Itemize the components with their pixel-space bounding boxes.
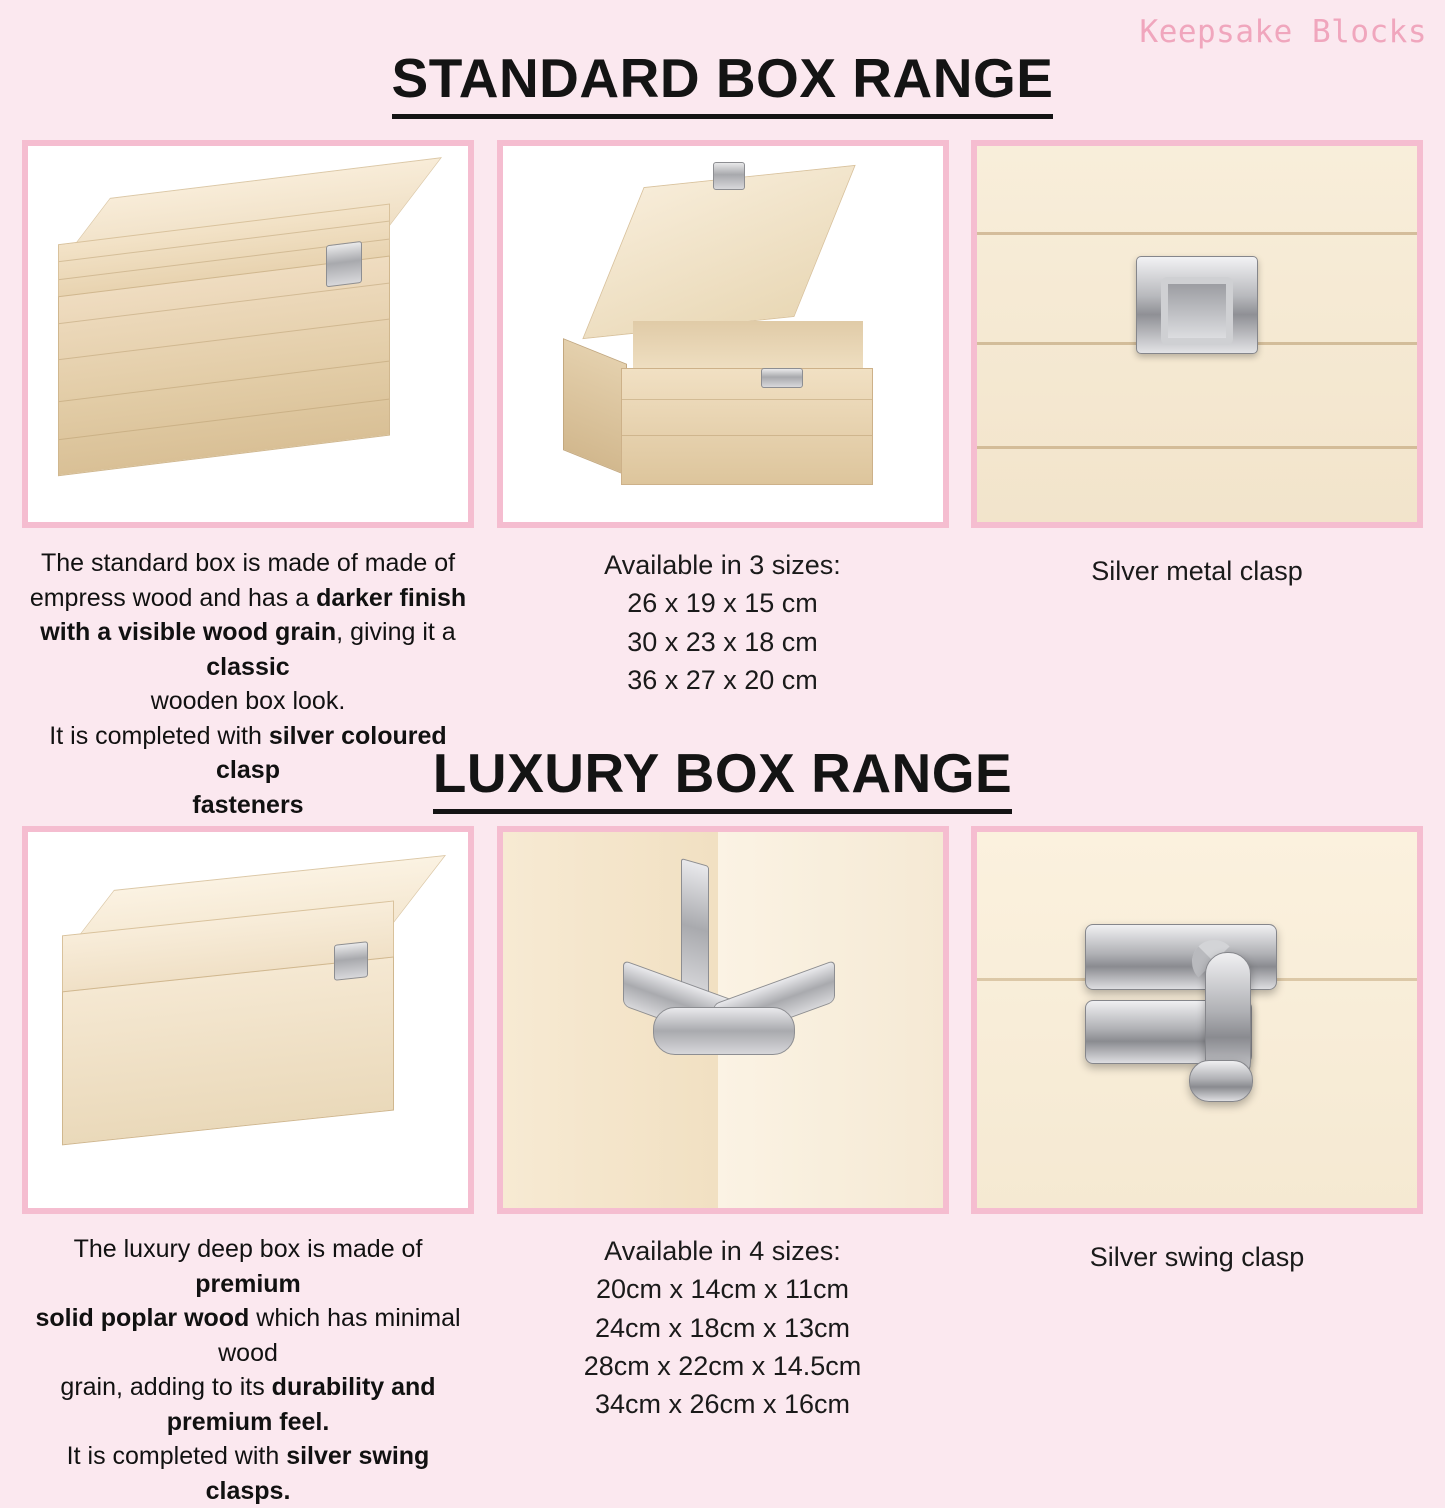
luxury-section-title <box>0 741 1445 814</box>
silver-clasp-icon <box>713 162 745 190</box>
luxury-cell-description <box>22 826 474 1508</box>
luxury-size-2: 24cm x 18cm x 13cm <box>594 1312 851 1343</box>
standard-sizes-list <box>497 546 949 699</box>
luxury-size-4: 34cm x 26cm x 16cm <box>594 1389 851 1420</box>
luxury-section-row <box>0 826 1445 1508</box>
silver-metal-clasp-icon <box>1136 256 1258 354</box>
standard-cell-sizes <box>497 140 949 822</box>
luxury-sizes-list <box>497 1232 949 1424</box>
brand-logo: Keepsake Blocks <box>1139 14 1427 50</box>
luxury-clasp-label: Silver swing clasp <box>1089 1242 1305 1272</box>
silver-hinge-icon <box>653 1007 795 1055</box>
standard-clasp-label: Silver metal clasp <box>1091 556 1303 586</box>
silver-swing-clasp-tip-icon <box>1189 1060 1253 1102</box>
luxury-cell-sizes <box>497 826 949 1508</box>
standard-size-1: 26 x 19 x 15 cm <box>627 588 818 619</box>
luxury-size-3: 28cm x 22cm x 14.5cm <box>583 1350 862 1381</box>
standard-cell-description <box>22 140 474 822</box>
silver-hinge-icon <box>681 858 709 998</box>
silver-swing-clasp-icon <box>334 941 368 981</box>
standard-section-title <box>0 46 1445 119</box>
standard-section-title-text: STANDARD BOX RANGE <box>392 46 1054 119</box>
silver-clasp-icon <box>326 241 362 287</box>
luxury-section-title-text: LUXURY BOX RANGE <box>433 741 1012 814</box>
luxury-size-1: 20cm x 14cm x 11cm <box>595 1274 850 1305</box>
standard-section-row <box>0 140 1445 822</box>
wooden-box-illustration <box>58 204 388 475</box>
luxury-description-text: The luxury deep box is made of premium solid poplar wood which has minimal wood grain, adding to its durability and premium feel. It is completed with silver swing clasps. <box>35 1235 461 1505</box>
luxury-hinge-photo <box>497 826 949 1214</box>
luxury-swing-clasp-photo <box>971 826 1423 1214</box>
standard-sizes-header: Available in 3 sizes: <box>604 550 841 580</box>
silver-clasp-icon <box>761 368 803 388</box>
standard-clasp-photo <box>971 140 1423 528</box>
luxury-sizes-header: Available in 4 sizes: <box>604 1236 841 1266</box>
luxury-box-closed-photo <box>22 826 474 1214</box>
standard-description-text: The standard box is made of made of empress wood and has a darker finish with a visible wood grain, giving it a classic wooden box look. It is completed with silver coloured clasp fasteners <box>29 549 467 819</box>
standard-box-open-photo <box>497 140 949 528</box>
standard-cell-clasp <box>971 140 1423 822</box>
luxury-cell-clasp <box>971 826 1423 1508</box>
luxury-wooden-box-illustration <box>62 901 392 1144</box>
standard-box-closed-photo <box>22 140 474 528</box>
standard-size-3: 36 x 27 x 20 cm <box>627 664 818 695</box>
standard-size-2: 30 x 23 x 18 cm <box>627 626 818 657</box>
